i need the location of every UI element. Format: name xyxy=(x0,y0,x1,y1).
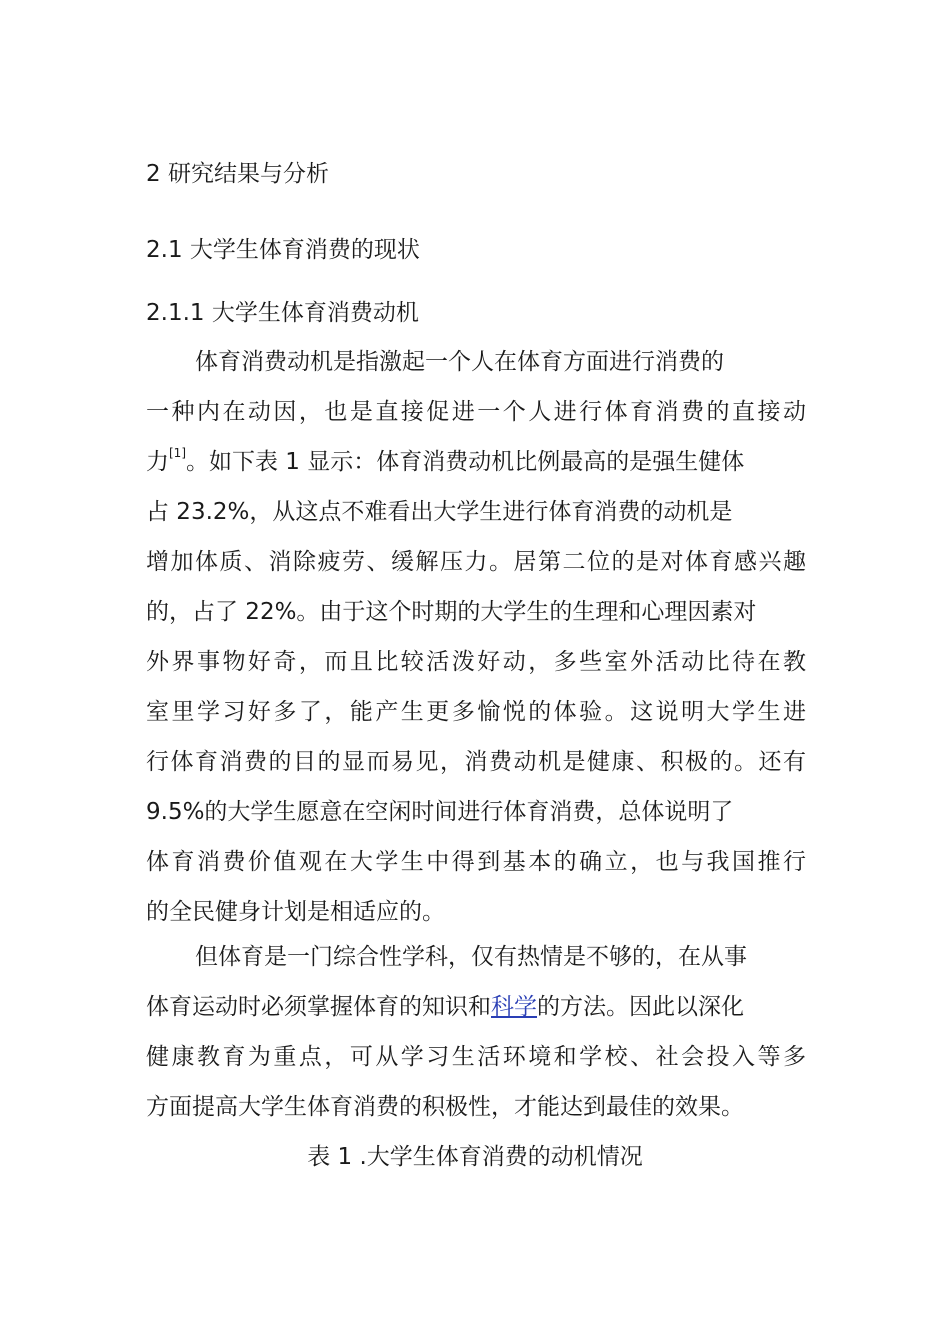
paragraph-line: 行体育消费的目的显而易见，消费动机是健康、积极的。还有 xyxy=(146,749,806,775)
paragraph-line: 室里学习好多了，能产生更多愉悦的体验。这说明大学生进 xyxy=(146,699,806,725)
paragraph-motivation xyxy=(146,337,806,937)
paragraph-line: 一种内在动因，也是直接促进一个人进行体育消费的直接动 xyxy=(146,399,806,425)
paragraph-line: 9.5%的大学生愿意在空闲时间进行体育消费，总体说明了 xyxy=(146,799,734,825)
paragraph-line: 健康教育为重点，可从学习生活环境和学校、社会投入等多 xyxy=(146,1044,806,1070)
subsubsection-heading: 2.1.1 大学生体育消费动机 xyxy=(146,300,419,326)
paragraph-line: 体育消费价值观在大学生中得到基本的确立，也与我国推行 xyxy=(146,849,806,875)
science-link[interactable]: 科学 xyxy=(491,994,537,1020)
subsection-heading: 2.1 大学生体育消费的现状 xyxy=(146,237,420,263)
section-heading: 2 研究结果与分析 xyxy=(146,161,329,187)
paragraph-line: 方面提高大学生体育消费的积极性，才能达到最佳的效果。 xyxy=(146,1094,744,1120)
citation-reference[interactable]: [1] xyxy=(169,446,186,460)
paragraph-line-start: 力 xyxy=(146,449,169,475)
paragraph-line: 的全民健身计划是相适应的。 xyxy=(146,899,445,925)
paragraph-line: 外界事物好奇，而且比较活泼好动，多些室外活动比待在教 xyxy=(146,649,806,675)
paragraph-recommendation xyxy=(146,932,806,1132)
paragraph-line: 增加体质、消除疲劳、缓解压力。居第二位的是对体育感兴趣 xyxy=(146,549,806,575)
paragraph-line: 占 23.2%，从这点不难看出大学生进行体育消费的动机是 xyxy=(146,499,733,525)
paragraph-line-end: 的方法。因此以深化 xyxy=(537,994,744,1020)
paragraph-line xyxy=(146,982,806,1032)
paragraph-line-start: 体育运动时必须掌握体育的知识和 xyxy=(146,994,491,1020)
paragraph-line: 体育消费动机是指激起一个人在体育方面进行消费的 xyxy=(195,349,724,375)
paragraph-line xyxy=(146,437,806,487)
paragraph-line-end: 。如下表 1 显示：体育消费动机比例最高的是强生健体 xyxy=(186,449,745,475)
table-caption: 表 1 .大学生体育消费的动机情况 xyxy=(307,1144,643,1170)
paragraph-line: 的，占了 22%。由于这个时期的大学生的生理和心理因素对 xyxy=(146,599,757,625)
paragraph-line: 但体育是一门综合性学科，仅有热情是不够的，在从事 xyxy=(195,944,747,970)
